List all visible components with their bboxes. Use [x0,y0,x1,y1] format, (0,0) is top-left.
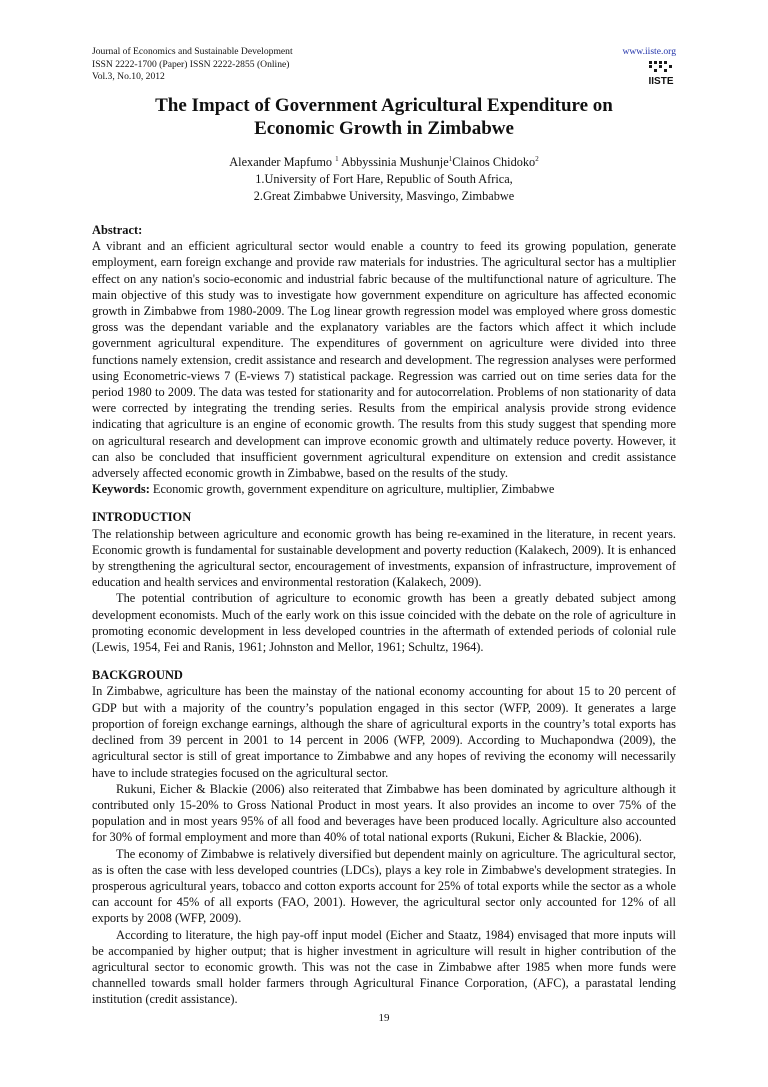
author-name: Alexander Mapfumo [229,155,333,169]
abstract-text: A vibrant and an efficient agricultural sector would enable a country to feed its growing population, generate employment, earn foreign exchange and provide raw materials for industries. The agricultural sector has a multiplier effect on any nation's socio-economic and industrial fabric because of the multifunctional nature of agriculture. The main objective of this study was to investigate how government expenditure on agriculture has affected economic growth in Zimbabwe from 1980-2009. The Log linear growth regression model was employed where gross domestic gross was the dependant variable and the explanatory variables are the factors which affect it which include government agricultural expenditure. The expenditures of government on agriculture were divided into three functions namely extension, credit assistance and research and development. The regression analyses were performed using Econometric-views 7 (E-views 7) statistical package. Regression was carried out on time series data for the period 1980 to 2009. The data was tested for stationarity and for autocorrelation. Problems of non stationarity of data were corrected by integrating the trending series. Results from the empirical analysis provide strong evidence indicating that agriculture is an engine of economic growth. The results from this study suggest that spending more on agricultural research and development can improve economic growth and ultimately reduce poverty. However, it can also be concluded that insufficient government agricultural expenditure on extension and credit assistance adversely affected economic growth in Zimbabwe, based on the results of the study. [92,239,676,481]
background-paragraph: According to literature, the high pay-off input model (Eicher and Staatz, 1984) envisaged that more inputs will be accompanied by higher output; that is higher investment in agriculture will result in higher contribution of the agricultural sector to economic growth. This was not the case in Zimbabwe after 1985 when more funds were channelled towards small holder farmers through Agricultural Finance Corporation, (AFC), a parastatal lending institution (credit assistance). [92,927,676,1007]
background-paragraph: Rukuni, Eicher & Blackie (2006) also reiterated that Zimbabwe has been dominated by agriculture although it contributed only 15-20% to Gross National Product in most years. It also provides an income to over 75% of the population and in most years 95% of all food and beverages have been produced locally. Agriculture also accounted for 30% of formal employment and more than 40% of total national exports (Rukuni, Eicher & Blackie, 2006). [92,781,676,845]
journal-url-link[interactable]: www.iiste.org [622,46,676,57]
author-affiliation-mark: 2 [535,155,539,163]
paper-title [92,94,676,140]
journal-volume: Vol.3, No.10, 2012 [92,71,165,82]
author-name: Clainos Chidoko [452,155,536,169]
introduction-paragraph: The potential contribution of agriculture to economic growth has been a greatly debated subject among development economists. Much of the early work on this issue coincided with the debate on the role of agriculture in promoting economic development in less developed countries in the aftermath of extended periods of colonial rule (Lewis, 1954, Fei and Ranis, 1961; Johnston and Mellor, 1961; Schultz, 1964). [92,591,676,655]
abstract-heading: Abstract: [92,223,143,237]
journal-issn: ISSN 2222-1700 (Paper) ISSN 2222-2855 (Online) [92,58,290,70]
background-heading: BACKGROUND [92,668,183,683]
keywords-text: Economic growth, government expenditure on agriculture, multiplier, Zimbabwe [149,482,555,497]
authors-block [92,154,676,205]
author-affiliation-mark: 1 [448,155,453,163]
keywords-line [92,481,676,497]
background-paragraph: The economy of Zimbabwe is relatively diversified but dependent mainly on agriculture. The agricultural sector, as is often the case with less developed countries (LDCs), plays a key role in Zimbabwe's development strategies. In prosperous agricultural years, tobacco and cotton exports account for 25% of total exports while the sector as a whole can account for 45% of all exports (FAO, 2001). However, the agricultural sector only accounted for 12% of all exports by 2008 (WFP, 2009). [92,846,676,926]
keywords-label: Keywords: [92,482,150,497]
paper-body [92,222,676,1008]
logo-text: IISTE [648,76,674,87]
author-affiliation-mark: 1 [335,155,339,163]
journal-header [92,46,293,84]
affiliation-2: 2.Great Zimbabwe University, Masvingo, Zimbabwe [253,189,515,203]
page-number: 19 [378,1012,390,1024]
introduction-heading: INTRODUCTION [92,510,192,525]
iiste-logo [646,59,676,87]
author-name: Abbyssinia Mushunje [341,155,449,169]
background-paragraph: In Zimbabwe, agriculture has been the mainstay of the national economy accounting for about 15 to 20 percent of GDP but with a majority of the country’s population engaged in this sector (WFP, 2009). It generates a large proportion of foreign exchange earnings, although the share of agricultural exports in the country’s total exports has declined from 39 percent in 2001 to 14 percent in 2006 (WFP, 2009). According to Muchapondwa (2009), the agricultural sector is still of great importance to Zimbabwe and any hopes of reviving the economy will necessarily have to include strategies focused on the agricultural sector. [92,684,676,780]
journal-name: Journal of Economics and Sustainable Development [92,46,293,57]
paper-title-line-2: Economic Growth in Zimbabwe [254,118,514,139]
affiliation-1: 1.University of Fort Hare, Republic of South Africa, [255,172,513,186]
introduction-paragraph: The relationship between agriculture and economic growth has being re-examined in the literature, in recent years. Economic growth is fundamental for sustainable development and poverty reduction (Kalakech, 2009). It is enhanced by strengthening the agricultural sector, encouragement of investments, expansion of infrastructure, improvement of education and health services and environmental restoration (Kalakech, 2009). [92,526,676,590]
paper-title-line-1: The Impact of Government Agricultural Expenditure on [155,95,613,116]
author-list [92,154,676,171]
